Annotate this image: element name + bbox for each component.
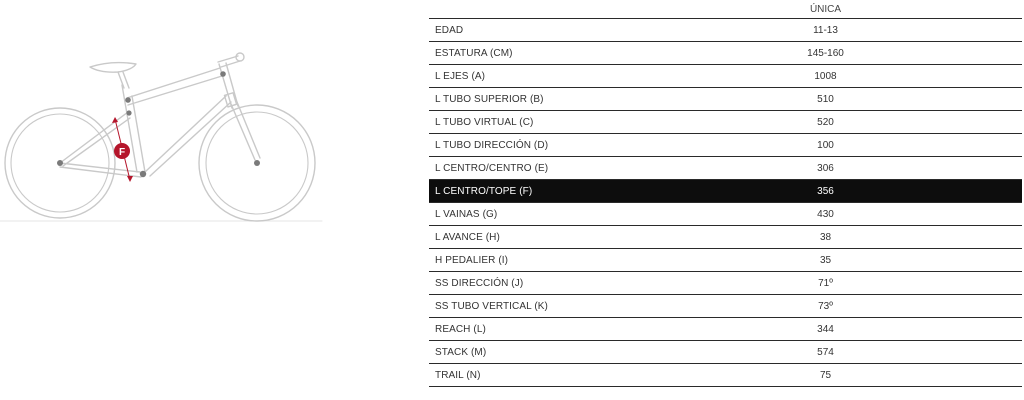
front-axle-joint [254,160,260,166]
table-row [429,272,1022,295]
measurement-label: SS TUBO VERTICAL (K) [429,295,629,318]
measurement-value: 430 [629,203,1022,226]
bottom-bracket-joint [140,171,146,177]
table-row [429,134,1022,157]
measurement-value: 344 [629,318,1022,341]
measurement-label: L TUBO SUPERIOR (B) [429,88,629,111]
head-top-joint [220,71,226,77]
table-row [429,318,1022,341]
measurement-label: L TUBO VIRTUAL (C) [429,111,629,134]
saddle [90,63,136,73]
table-row [429,65,1022,88]
table-row [429,19,1022,42]
measurement-label: L EJES (A) [429,65,629,88]
table-row [429,295,1022,318]
measurement-value: 1008 [629,65,1022,88]
measurement-label: H PEDALIER (I) [429,249,629,272]
measurement-value: 356 [629,180,1022,203]
table-row [429,364,1022,387]
measurement-label: REACH (L) [429,318,629,341]
table-row [429,111,1022,134]
measurement-label: L TUBO DIRECCIÓN (D) [429,134,629,157]
seat-cluster-joint [125,97,131,103]
measurement-value: 71º [629,272,1022,295]
measurement-label: SS DIRECCIÓN (J) [429,272,629,295]
bike-frame [60,63,238,177]
bike-geometry-diagram [0,0,330,240]
measurement-label: ESTATURA (CM) [429,42,629,65]
frame-joints [57,71,260,177]
measurement-label: EDAD [429,19,629,42]
geometry-table [429,0,1022,387]
measurement-value: 35 [629,249,1022,272]
stem-handlebar [218,53,244,67]
measurement-value: 100 [629,134,1022,157]
table-header-row [429,0,1022,19]
geometry-table-body [429,19,1022,387]
measurement-label: STACK (M) [429,341,629,364]
measurement-label: L CENTRO/CENTRO (E) [429,157,629,180]
measurement-value: 145-160 [629,42,1022,65]
measurement-value: 75 [629,364,1022,387]
table-row [429,157,1022,180]
table-row [429,203,1022,226]
measurement-value: 38 [629,226,1022,249]
table-row [429,341,1022,364]
measurement-value: 73º [629,295,1022,318]
label-column-header [429,0,629,19]
seat-stay-joint [126,110,131,115]
measurement-label: TRAIL (N) [429,364,629,387]
measurement-value: 574 [629,341,1022,364]
measurement-value: 510 [629,88,1022,111]
table-row [429,180,1022,203]
table-row [429,249,1022,272]
measurement-value: 520 [629,111,1022,134]
rear-axle-joint [57,160,63,166]
marker-letter: F [118,147,126,158]
bike-illustration [0,0,330,240]
size-column-header: ÚNICA [809,3,842,15]
table-row [429,226,1022,249]
measurement-label: L VAINAS (G) [429,203,629,226]
measurement-label: L CENTRO/TOPE (F) [429,180,629,203]
measurement-label: L AVANCE (H) [429,226,629,249]
measurement-value: 306 [629,157,1022,180]
measurement-value: 11-13 [629,19,1022,42]
table-row [429,88,1022,111]
table-row [429,42,1022,65]
